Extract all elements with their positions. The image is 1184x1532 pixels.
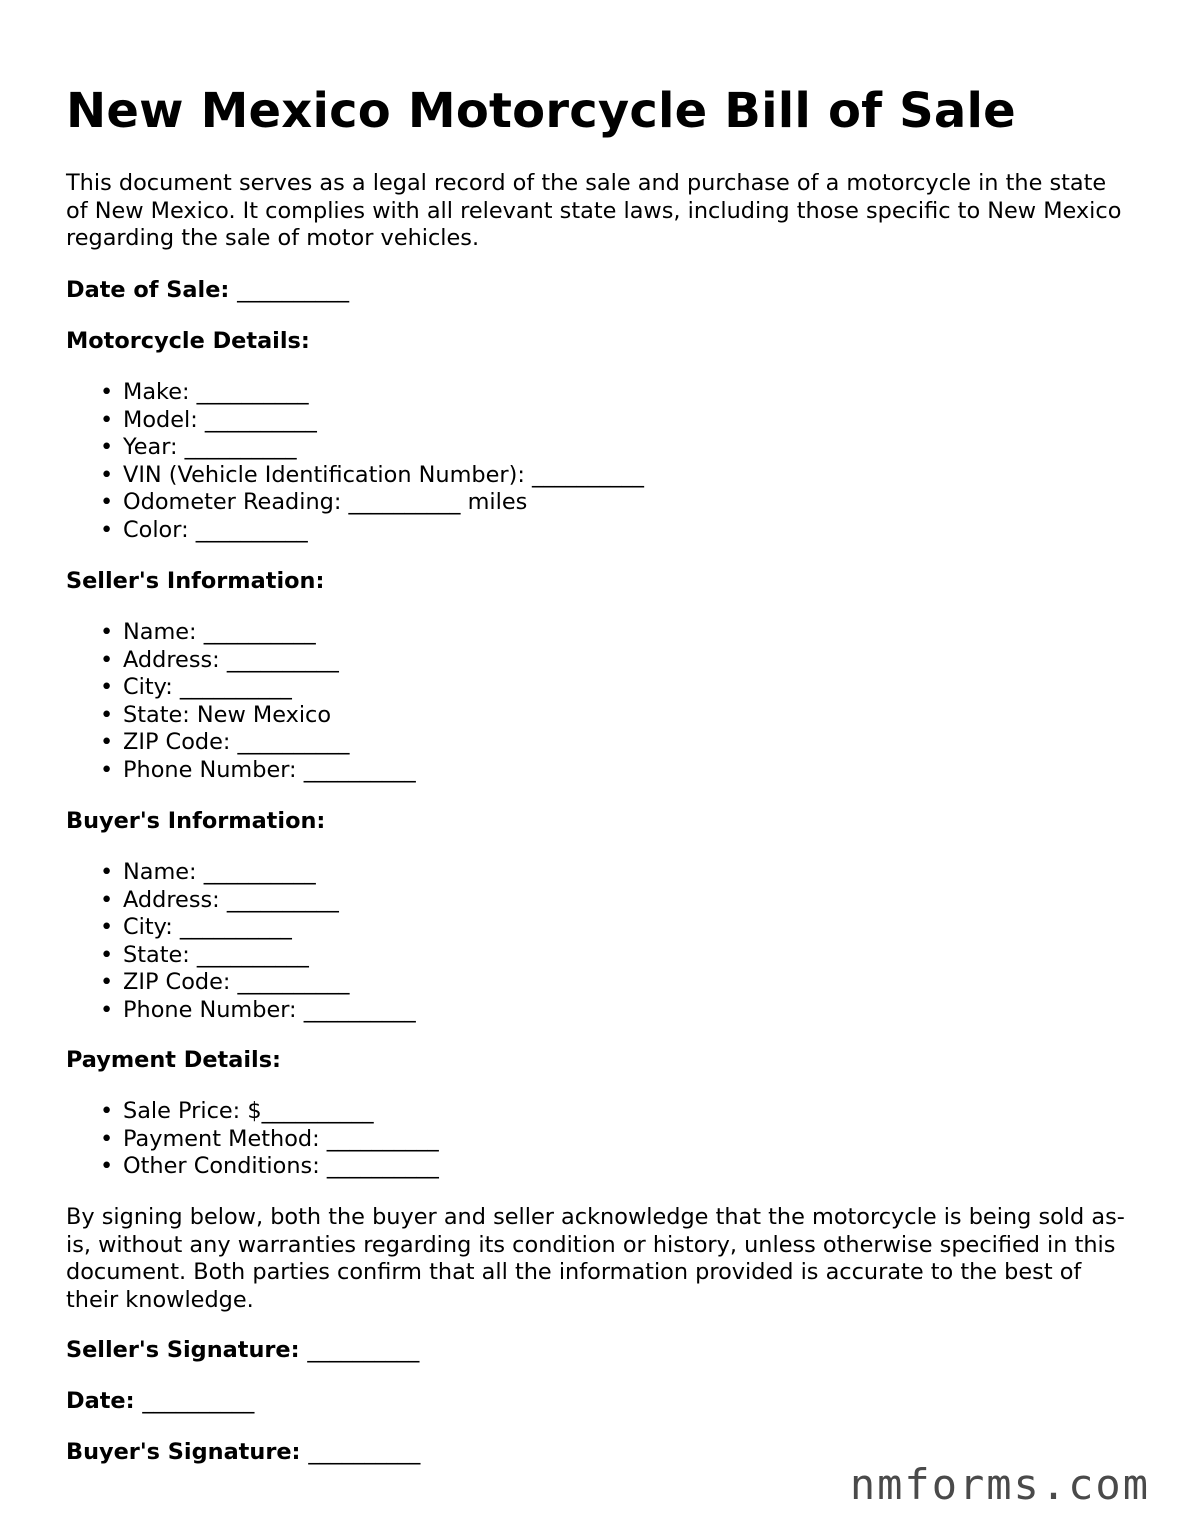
bullet-icon: • (100, 969, 114, 996)
list-item-text: Sale Price: $__________ (123, 1098, 374, 1124)
list-item-text: Phone Number: __________ (123, 756, 416, 783)
bullet-icon: • (100, 859, 114, 885)
bullet-icon: • (100, 379, 114, 405)
list-item-text: ZIP Code: __________ (123, 729, 350, 756)
bullet-icon: • (100, 1125, 114, 1152)
seller-signature-label: Seller's Signature: (66, 1337, 300, 1363)
payment-details-list (66, 1098, 439, 1181)
seller-information-list (66, 619, 416, 785)
signature-date-label: Date: (66, 1388, 135, 1414)
bullet-icon: • (100, 406, 114, 433)
list-item-text: VIN (Vehicle Identification Number): __________ (123, 461, 644, 488)
list-item-seller-state (66, 702, 416, 730)
list-item-color[interactable] (66, 517, 644, 545)
bullet-icon: • (100, 729, 114, 756)
list-item-text: Address: __________ (123, 886, 339, 913)
bullet-icon: • (100, 461, 114, 488)
list-item-text: State: New Mexico (123, 701, 332, 728)
list-item-seller-city[interactable] (66, 674, 416, 702)
list-item-buyer-city[interactable] (66, 914, 416, 942)
list-item-text: Name: __________ (123, 859, 316, 885)
list-item-year[interactable] (66, 434, 644, 462)
list-item-text: Make: __________ (123, 379, 309, 405)
list-item-seller-address[interactable] (66, 647, 416, 675)
list-item-text: Address: __________ (123, 646, 339, 673)
list-item-seller-phone[interactable] (66, 757, 416, 785)
list-item-text: Color: __________ (123, 516, 308, 543)
list-item-sale-price[interactable] (66, 1098, 439, 1126)
bullet-icon: • (100, 516, 114, 543)
list-item-buyer-state[interactable] (66, 942, 416, 970)
list-item-buyer-zip[interactable] (66, 969, 416, 997)
list-item-seller-name[interactable] (66, 619, 416, 647)
list-item-odometer[interactable] (66, 489, 644, 517)
list-item-payment-method[interactable] (66, 1126, 439, 1154)
signature-date-blank[interactable]: __________ (142, 1388, 255, 1414)
bullet-icon: • (100, 996, 114, 1023)
motorcycle-details-list (66, 379, 644, 545)
buyer-signature-blank[interactable]: __________ (308, 1439, 421, 1465)
date-of-sale-line (66, 277, 349, 305)
seller-signature-line (66, 1337, 419, 1365)
list-item-text: Payment Method: __________ (123, 1125, 439, 1152)
bullet-icon: • (100, 646, 114, 673)
list-item-text: Model: __________ (123, 406, 317, 433)
list-item-text: City: __________ (123, 674, 292, 701)
list-item-other-conditions[interactable] (66, 1153, 439, 1181)
signature-date-line (66, 1388, 254, 1416)
list-item-model[interactable] (66, 407, 644, 435)
bullet-icon: • (100, 619, 114, 645)
list-item-buyer-phone[interactable] (66, 997, 416, 1025)
bullet-icon: • (100, 434, 114, 461)
bullet-icon: • (100, 914, 114, 941)
list-item-text: City: __________ (123, 914, 292, 941)
bullet-icon: • (100, 941, 114, 968)
intro-paragraph: This document serves as a legal record of the sale and purchase of a motorcycle in the state of New Mexico. It complies with all relevant state laws, including those specific to New Mexico regarding the sale of motor vehicles. (66, 170, 1122, 252)
seller-information-heading: Seller's Information: (66, 568, 325, 594)
list-item-text: Phone Number: __________ (123, 996, 416, 1023)
watermark-text: nmforms.com (849, 1460, 1150, 1509)
buyer-information-list (66, 859, 416, 1025)
page-title: New Mexico Motorcycle Bill of Sale (66, 83, 1016, 139)
list-item-text: ZIP Code: __________ (123, 969, 350, 996)
bullet-icon: • (100, 756, 114, 783)
list-item-text: State: __________ (123, 941, 309, 968)
buyer-information-heading: Buyer's Information: (66, 808, 326, 834)
date-of-sale-blank[interactable]: __________ (237, 277, 350, 303)
motorcycle-details-heading: Motorcycle Details: (66, 328, 310, 354)
acknowledgement-paragraph: By signing below, both the buyer and seller acknowledge that the motorcycle is being sold as-is, without any warranties regarding its condition or history, unless otherwise specified in this document. Both parties confirm that all the information provided is accurate to the best of their knowledge. (66, 1204, 1125, 1314)
list-item-text: Other Conditions: __________ (123, 1153, 439, 1180)
list-item-text: Year: __________ (123, 434, 297, 461)
buyer-signature-line (66, 1439, 420, 1467)
list-item-buyer-address[interactable] (66, 887, 416, 915)
payment-details-heading: Payment Details: (66, 1047, 281, 1073)
bullet-icon: • (100, 489, 114, 516)
bullet-icon: • (100, 701, 114, 728)
buyer-signature-label: Buyer's Signature: (66, 1439, 301, 1465)
list-item-buyer-name[interactable] (66, 859, 416, 887)
list-item-text: Odometer Reading: __________ miles (123, 489, 528, 516)
bullet-icon: • (100, 1098, 114, 1124)
list-item-vin[interactable] (66, 462, 644, 490)
seller-signature-blank[interactable]: __________ (307, 1337, 420, 1363)
bullet-icon: • (100, 886, 114, 913)
date-of-sale-label: Date of Sale: (66, 277, 230, 303)
bullet-icon: • (100, 674, 114, 701)
list-item-seller-zip[interactable] (66, 729, 416, 757)
list-item-text: Name: __________ (123, 619, 316, 645)
list-item-make[interactable] (66, 379, 644, 407)
bullet-icon: • (100, 1153, 114, 1180)
